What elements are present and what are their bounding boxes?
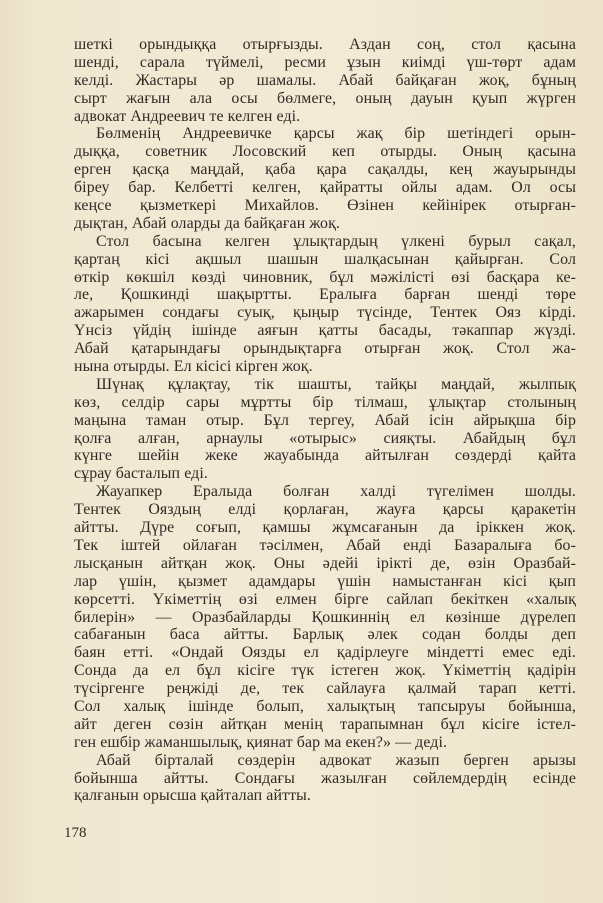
text-line: кеңсе қызметкері Михайлов. Өзінен кейінірек отырған- — [74, 197, 576, 215]
text-line: Абай бірталай сөздерін адвокат жазып берген арызы — [96, 751, 576, 769]
text-line: Сол халық ішінде болып, халықтың тапсыруы бойынша, — [74, 697, 576, 715]
text-line: баян етті. «Ондай Оязды ел қадірлеуге міндетті емес еді. — [74, 644, 576, 662]
text-line: Бөлменің Андреевичке қарсы жақ бір шетіндегі орын- — [96, 125, 576, 143]
text-line: бойынша айтты. Сондағы жазылған сөйлемдердің есінде — [74, 769, 576, 787]
text-line: Үнсіз үйдің ішінде аяғын қатты басады, тәкаппар жүзді. — [74, 322, 576, 340]
text-line: түсіргенге реңжіді де, тек сайлауға қалмай тарап кетті. — [74, 680, 576, 698]
text-line: шеткі орындыққа отырғызды. Аздан соң, стол қасына — [74, 36, 576, 53]
page-body-text — [74, 36, 576, 805]
text-line: айт деген сөзін айтқан менің тарапымнан бұл кісіге істел- — [74, 715, 576, 733]
text-line: лар үшін, қызмет адамдары үшін намыстанған кісі қып — [74, 572, 576, 590]
text-line: көз, селдір сары мұртты бір тілмаш, ұлықтар столының — [74, 393, 576, 411]
text-line: дыққа, советник Лосовский кеп отырды. Оның қасына — [74, 143, 576, 161]
text-line: Шүнақ құлақтау, тік шашты, тайқы маңдай, жылпық — [96, 375, 576, 393]
text-line: Жауапкер Ералыда болған халді түгелімен шолды. — [96, 483, 576, 501]
text-line: ажарымен сондағы суық, қыңыр түсінде, Тентек Ояз кірді. — [74, 304, 576, 322]
text-line: біреу бар. Келбетті келген, қайратты ойлы адам. Ол осы — [74, 179, 576, 197]
text-line: Сонда да ел бұл кісіге түк істеген жоқ. Үкіметтің қадірін — [74, 662, 576, 680]
text-line: маңына таман отыр. Бұл тергеу, Абай ісін айрықша бір — [74, 411, 576, 429]
text-line: қалғанын орысша қайталап айтты. — [74, 787, 312, 805]
text-line: ле, Қошкинді шақыртты. Ералыға барған шенді төре — [74, 286, 576, 304]
text-line: Тек іштей ойлаған тәсілмен, Абай енді Базаралыға бо- — [74, 536, 576, 554]
text-line: дықтан, Абай оларды да байқаған жоқ. — [74, 214, 340, 232]
text-line: лысқанын айтқан жоқ. Оны әдейі ірікті де, өзін Оразбай- — [74, 554, 576, 572]
text-line: ген ешбір жаманшылық, қиянат бар ма екен?» — деді. — [74, 733, 448, 751]
text-line: Стол басына келген ұлықтардың үлкені бурыл сақал, — [96, 232, 576, 250]
page-number: 178 — [64, 825, 87, 841]
text-line: қартаң кісі ақшыл шашын шалқасынан қайырған. Сол — [74, 250, 576, 268]
text-line: сұрау басталып еді. — [74, 465, 208, 483]
text-line: адвокат Андреевич те келген еді. — [74, 107, 301, 125]
text-line: көрсетті. Үкіметтің өзі елмен бірге сайлап бекіткен «халық — [74, 590, 576, 608]
text-line: нына отырды. Ел кісісі кірген жоқ. — [74, 358, 313, 376]
text-line: ерген қасқа маңдай, қаба қара сақалды, кең жауырынды — [74, 161, 576, 179]
text-line: Абай қатарындағы орындықтарға отырған жоқ. Стол жа- — [74, 340, 576, 358]
text-line: өткір көкшіл көзді чиновник, бұл мәжілісті өзі басқара ке- — [74, 268, 576, 286]
text-line: келді. Жастары әр шамалы. Абай байқаған жоқ, бұның — [74, 71, 576, 89]
text-line: күнге шейін жеке жауабында айтылған сөздерді қайта — [74, 447, 576, 465]
text-line: билерін» — Оразбайларды Қошкиннің ел көзінше дүрелеп — [74, 608, 576, 626]
text-line: Тентек Ояздың елді қорлаған, жауға қарсы қаракетін — [74, 501, 576, 519]
text-line: айтты. Дүре соғып, қамшы жұмсағанын да іріккен жоқ. — [74, 519, 576, 537]
text-line: шенді, сарала түймелі, ресми ұзын киімді үш-төрт адам — [74, 53, 576, 71]
text-line: қолға алған, арнаулы «отырыс» сияқты. Абайдың бұл — [74, 429, 576, 447]
text-line: сабағанын баса айтты. Барлық әлек содан болды деп — [74, 626, 576, 644]
text-line: сырт жағын ала осы бөлмеге, оның дауын қуып жүрген — [74, 89, 576, 107]
